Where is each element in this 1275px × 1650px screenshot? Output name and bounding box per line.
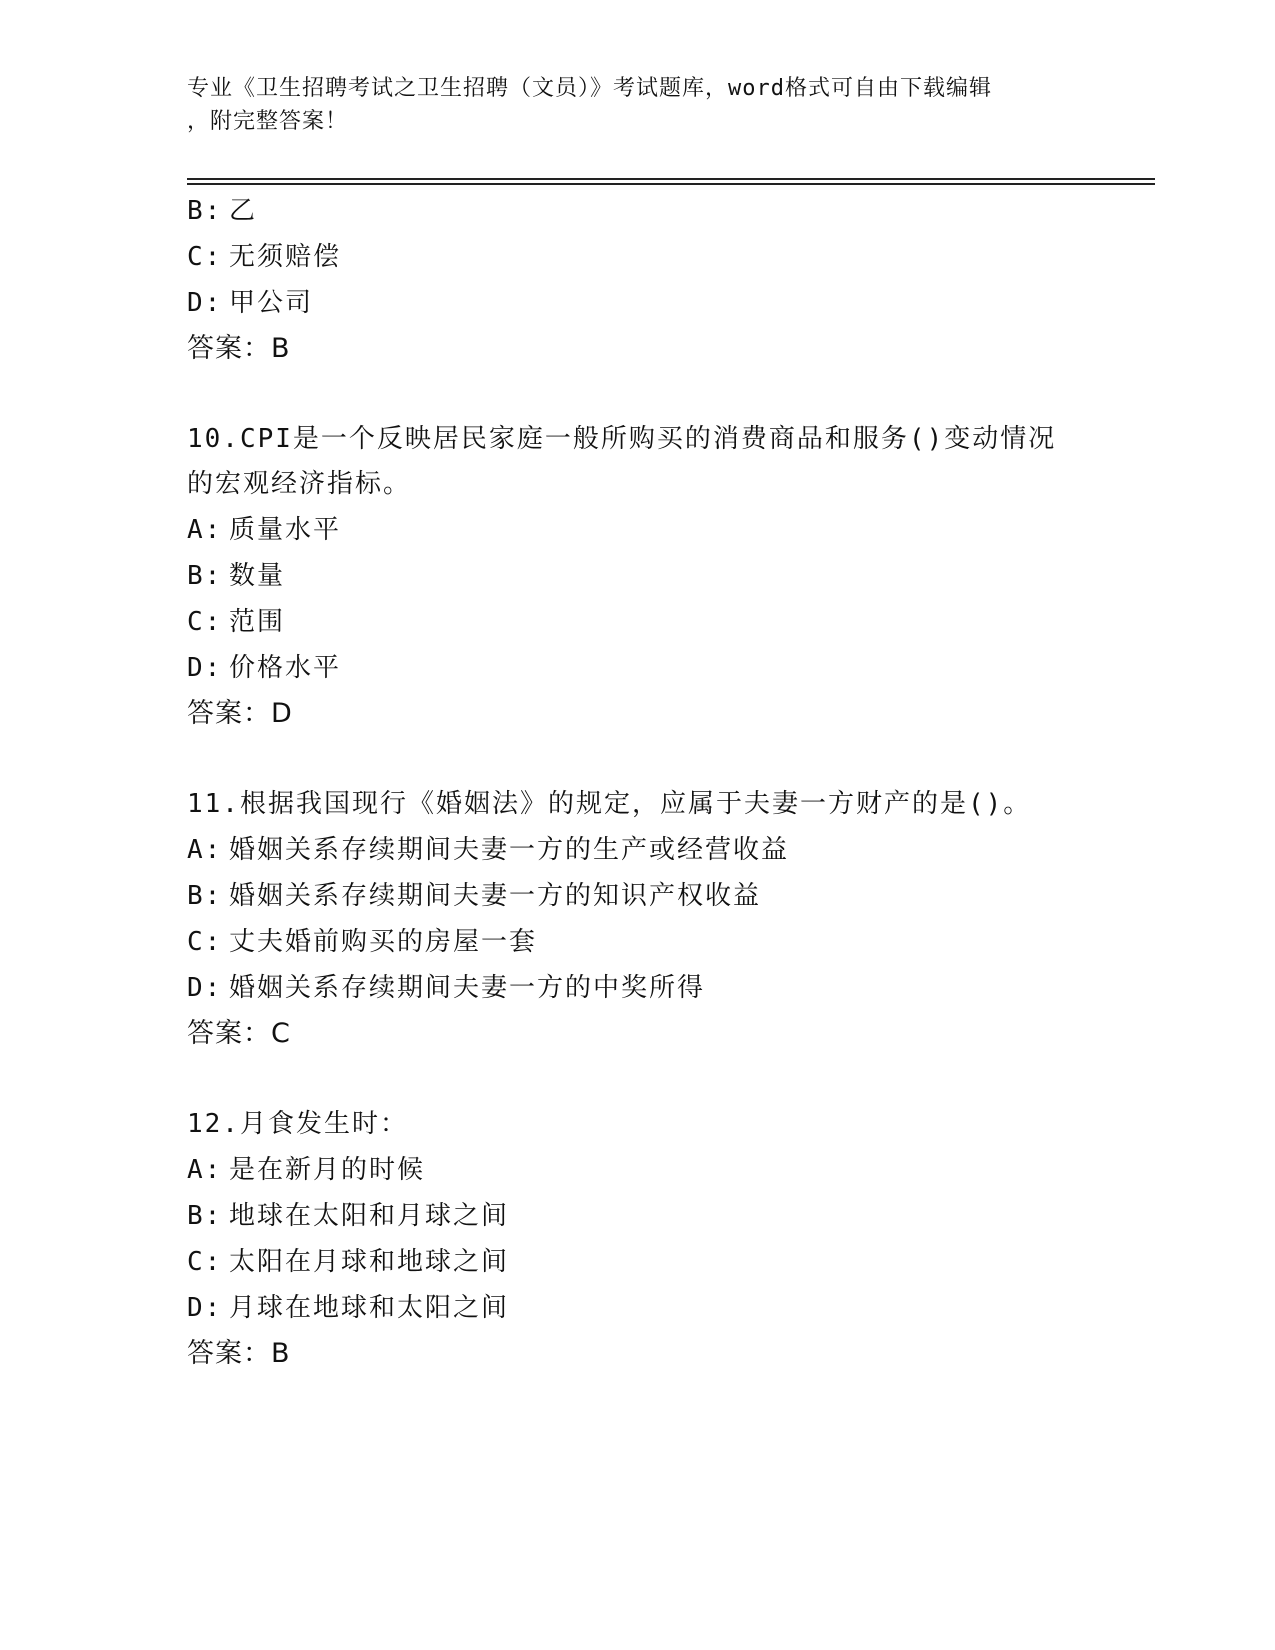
question-stem-line-1: 12.月食发生时：: [187, 1109, 408, 1139]
option-text: 甲公司: [229, 288, 314, 318]
option-text: 月球在地球和太阳之间: [229, 1293, 510, 1323]
option-letter: C:: [187, 927, 223, 957]
option-text: 无须赔偿: [229, 242, 342, 272]
option-letter: D:: [187, 1293, 223, 1323]
option-text: 是在新月的时候: [229, 1155, 426, 1185]
spacer: [187, 372, 1087, 417]
option-d: [187, 280, 1087, 326]
option-text: 丈夫婚前购买的房屋一套: [229, 927, 538, 957]
answer-line: 答案：C: [187, 1018, 291, 1049]
question-content: [187, 188, 1087, 1377]
header-line-1: 专业《卫生招聘考试之卫生招聘（文员）》考试题库，word格式可自由下载编辑: [187, 76, 992, 101]
question-stem-line-1: 10.CPI是一个反映居民家庭一般所购买的消费商品和服务()变动情况: [187, 424, 1057, 454]
question-10: [187, 417, 1087, 737]
question-stem: [187, 417, 1067, 507]
option-text: 数量: [229, 561, 286, 591]
option-text: 范围: [229, 607, 286, 637]
option-text: 地球在太阳和月球之间: [229, 1201, 510, 1231]
option-text: 价格水平: [229, 653, 342, 683]
option-text: 质量水平: [229, 515, 342, 545]
spacer: [187, 1057, 1087, 1102]
option-letter: B:: [187, 1201, 223, 1231]
document-header: [187, 72, 1067, 138]
option-text: 乙: [229, 196, 258, 226]
option-letter: D:: [187, 653, 223, 683]
option-letter: A:: [187, 835, 223, 865]
option-letter: C:: [187, 242, 223, 272]
question-stem-line-1: 11.根据我国现行《婚姻法》的规定，应属于夫妻一方财产的是()。: [187, 789, 1032, 819]
option-text: 婚姻关系存续期间夫妻一方的知识产权收益: [229, 881, 762, 911]
option-d: [187, 965, 1087, 1011]
option-b: [187, 188, 1087, 234]
option-text: 太阳在月球和地球之间: [229, 1247, 510, 1277]
option-letter: B:: [187, 561, 223, 591]
option-text: 婚姻关系存续期间夫妻一方的中奖所得: [229, 973, 706, 1003]
question-stem-line-2: 的宏观经济指标。: [187, 469, 412, 499]
option-text: 婚姻关系存续期间夫妻一方的生产或经营收益: [229, 835, 790, 865]
option-c: [187, 234, 1087, 280]
header-line-2: ，附完整答案！: [187, 109, 349, 134]
option-b: [187, 1193, 1087, 1239]
option-a: [187, 1147, 1087, 1193]
option-letter: A:: [187, 515, 223, 545]
prev-question: [187, 188, 1087, 372]
spacer: [187, 737, 1087, 782]
option-c: [187, 599, 1087, 645]
question-stem: [187, 782, 1067, 827]
option-letter: A:: [187, 1155, 223, 1185]
option-letter: B:: [187, 881, 223, 911]
question-stem: [187, 1102, 1067, 1147]
option-d: [187, 645, 1087, 691]
option-b: [187, 873, 1087, 919]
option-letter: C:: [187, 607, 223, 637]
option-b: [187, 553, 1087, 599]
option-c: [187, 1239, 1087, 1285]
answer-line: 答案：B: [187, 333, 291, 364]
header-divider-bottom: [187, 183, 1155, 185]
question-12: [187, 1102, 1087, 1377]
option-c: [187, 919, 1087, 965]
question-11: [187, 782, 1087, 1057]
option-d: [187, 1285, 1087, 1331]
answer-line: 答案：D: [187, 698, 293, 729]
option-letter: D:: [187, 288, 223, 318]
option-letter: C:: [187, 1247, 223, 1277]
option-letter: D:: [187, 973, 223, 1003]
option-a: [187, 827, 1087, 873]
option-letter: B:: [187, 196, 223, 226]
header-divider-top: [187, 178, 1155, 180]
option-a: [187, 507, 1087, 553]
answer-line: 答案：B: [187, 1338, 291, 1369]
